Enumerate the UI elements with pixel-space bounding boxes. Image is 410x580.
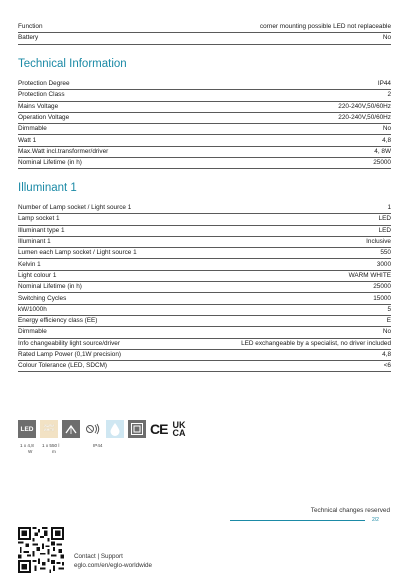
spec-label: Kelvin 1 xyxy=(18,260,41,268)
spec-label: Rated Lamp Power (0,1W precision) xyxy=(18,351,122,358)
spec-label: Colour Tolerance (LED, SDCM) xyxy=(18,362,108,370)
spec-label: Lumen each Lamp socket / Light source 1 xyxy=(18,249,137,257)
certification-icon-strip xyxy=(18,420,185,438)
ce-mark-icon: CE xyxy=(150,421,168,437)
ip-caption: IP44 xyxy=(93,443,103,448)
spec-label: Illuminant type 1 xyxy=(18,226,65,234)
table-row xyxy=(18,124,391,135)
technical-changes-note: Technical changes reserved xyxy=(310,507,390,514)
ukca-top: UK xyxy=(172,419,186,430)
spec-value: 15000 xyxy=(373,294,391,302)
lumen-caption xyxy=(42,443,59,455)
spec-label: Light colour 1 xyxy=(18,271,57,279)
spec-value: No xyxy=(382,34,391,42)
ukca-mark-icon xyxy=(172,421,185,438)
table-row xyxy=(18,305,391,316)
warm-icon-line1: WARM xyxy=(43,424,55,429)
spec-value: No xyxy=(382,125,391,133)
spec-value: LED xyxy=(378,226,391,234)
spec-value: 3000 xyxy=(376,260,391,268)
table-row xyxy=(18,259,391,270)
lumen-caption-line2: m xyxy=(52,449,56,454)
spec-value: 25000 xyxy=(373,283,391,291)
spec-value: 2 xyxy=(387,91,391,99)
spec-value: 5 xyxy=(387,305,391,313)
table-row xyxy=(18,316,391,327)
table-row xyxy=(18,339,391,350)
spec-label: Protection Class xyxy=(18,91,65,99)
spec-value: No xyxy=(382,328,391,336)
spec-label: Protection Degree xyxy=(18,80,70,88)
page-divider-line xyxy=(230,520,365,521)
spec-label: Function xyxy=(18,23,43,31)
ukca-bottom: CA xyxy=(172,428,186,438)
spec-label: Number of Lamp socket / Light source 1 xyxy=(18,204,132,212)
table-row xyxy=(18,350,391,361)
table-row xyxy=(18,282,391,293)
spec-label: Max.Watt incl.transformer/driver xyxy=(18,147,109,155)
lumen-caption-line1: 1 x 550 l xyxy=(42,443,60,448)
table-row xyxy=(18,135,391,146)
spec-value: <6 xyxy=(383,362,391,370)
qr-code-icon[interactable] xyxy=(18,527,64,573)
spec-label: kW/1000h xyxy=(18,305,47,313)
spec-label: Mains Voltage xyxy=(18,102,59,110)
led-icon-label: LED xyxy=(20,425,34,433)
led-caption xyxy=(20,443,34,455)
spec-value: 4,8 xyxy=(382,136,391,144)
spec-label: Dimmable xyxy=(18,125,47,133)
spec-value: 220-240V,50/60Hz xyxy=(338,102,391,110)
table-row xyxy=(18,271,391,282)
contact-block xyxy=(74,552,152,570)
spec-value: WARM WHITE xyxy=(348,271,391,279)
spec-value: LED xyxy=(378,215,391,223)
spec-value: 550 xyxy=(380,249,391,257)
table-row xyxy=(18,79,391,90)
spec-label: Operation Voltage xyxy=(18,114,70,122)
spec-label: Info changeability light source/driver xyxy=(18,339,120,347)
spec-label: Nominal Lifetime (in h) xyxy=(18,283,82,291)
spec-row-battery xyxy=(18,33,391,44)
spec-value: 4, 8W xyxy=(374,147,391,155)
spec-value: 220-240V,50/60Hz xyxy=(338,114,391,122)
spec-label: Dimmable xyxy=(18,328,47,336)
spec-value: 25000 xyxy=(373,159,391,167)
led-caption-line2: W xyxy=(28,449,33,454)
page-number: 2/2 xyxy=(372,517,379,523)
table-row xyxy=(18,361,391,372)
table-row xyxy=(18,237,391,248)
table-row xyxy=(18,90,391,101)
table-row xyxy=(18,293,391,304)
spec-value: Inclusive xyxy=(366,238,391,246)
technical-information-table xyxy=(18,79,391,169)
spec-label: Energy efficiency class (EE) xyxy=(18,317,98,325)
spec-label: Battery xyxy=(18,34,39,42)
spec-label: Switching Cycles xyxy=(18,294,67,302)
warm-white-icon xyxy=(40,420,58,438)
led-icon xyxy=(18,420,36,438)
technical-information-heading: Technical Information xyxy=(18,58,127,70)
spec-value: 1 xyxy=(387,204,391,212)
table-row xyxy=(18,113,391,124)
table-row xyxy=(18,214,391,225)
spec-value: E xyxy=(386,317,391,325)
ip44-droplet-icon xyxy=(106,420,124,438)
table-row xyxy=(18,158,391,169)
illuminant-heading: Illuminant 1 xyxy=(18,182,77,194)
spec-value: corner mounting possible LED not replaceable xyxy=(259,23,391,31)
spec-value: LED exchangeable by a specialist, no driver included xyxy=(241,339,391,347)
spec-label: Nominal Lifetime (in h) xyxy=(18,159,82,167)
spec-label: Illuminant 1 xyxy=(18,238,51,246)
table-row xyxy=(18,102,391,113)
table-row xyxy=(18,203,391,214)
contact-support-link[interactable]: Contact | Support xyxy=(74,553,123,560)
warm-icon-line2: WHITE xyxy=(43,428,55,432)
table-row xyxy=(18,147,391,158)
beam-angle-icon xyxy=(62,420,80,438)
top-spec-table xyxy=(18,22,391,45)
eglo-url-link[interactable]: eglo.com/en/eglo-worldwide xyxy=(74,562,153,569)
table-row xyxy=(18,226,391,237)
spec-label: Watt 1 xyxy=(18,136,37,144)
table-row xyxy=(18,248,391,259)
spec-label: Lamp socket 1 xyxy=(18,215,60,223)
spec-row-function xyxy=(18,22,391,33)
protection-class-2-icon xyxy=(128,420,146,438)
led-caption-line1: 1 x 4,8 xyxy=(20,443,34,448)
table-row xyxy=(18,327,391,338)
spec-value: 4,8 xyxy=(382,351,391,358)
illuminant-table xyxy=(18,203,391,372)
spec-value: IP44 xyxy=(377,80,391,88)
not-dimmable-icon xyxy=(84,420,102,438)
